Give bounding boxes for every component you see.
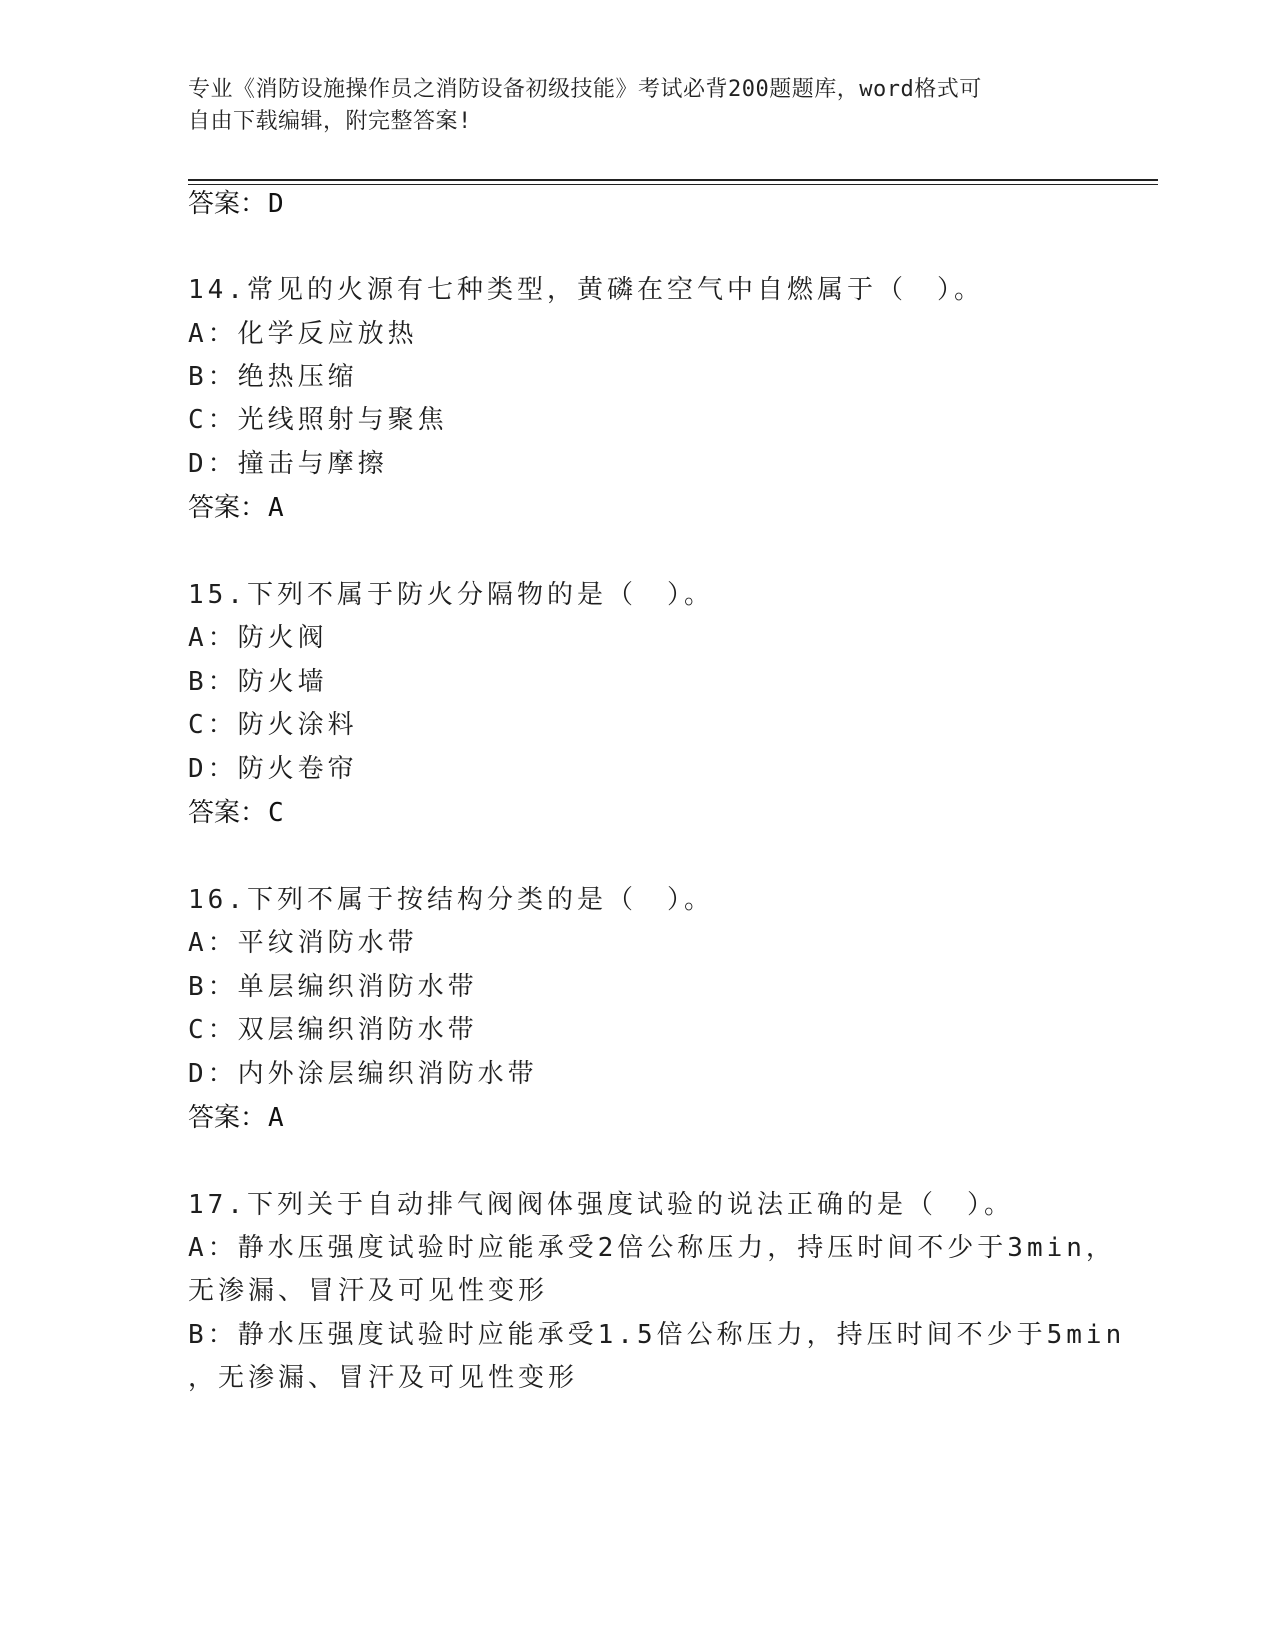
question-16-option-d: D：内外涂层编织消防水带 xyxy=(188,1059,538,1089)
header-divider-thin xyxy=(188,184,1158,185)
question-16-option-c: C：双层编织消防水带 xyxy=(188,1015,478,1045)
question-14-answer xyxy=(188,490,284,526)
question-14-stem: 14.常见的火源有七种类型，黄磷在空气中自燃属于（ ）。 xyxy=(188,275,984,305)
question-15-option-a: A：防火阀 xyxy=(188,623,328,653)
question-17-option-a-line1: A：静水压强度试验时应能承受2倍公称压力，持压时间不少于3min， xyxy=(188,1233,1116,1263)
answer-label: 答案： xyxy=(188,189,267,219)
question-16-answer xyxy=(188,1100,284,1136)
question-15-option-d: D：防火卷帘 xyxy=(188,754,358,784)
question-14-option-a: A：化学反应放热 xyxy=(188,319,418,349)
question-17-option-b-line1: B：静水压强度试验时应能承受1.5倍公称压力，持压时间不少于5min xyxy=(188,1320,1126,1350)
question-17-stem: 17.下列关于自动排气阀阀体强度试验的说法正确的是（ ）。 xyxy=(188,1190,1014,1220)
header-divider xyxy=(188,179,1158,181)
answer-prev xyxy=(188,186,284,222)
question-14-option-d: D：撞击与摩擦 xyxy=(188,449,388,479)
question-15-option-c: C：防火涂料 xyxy=(188,710,358,740)
header-line-1: 专业《消防设施操作员之消防设备初级技能》考试必背200题题库，word格式可 xyxy=(188,77,982,102)
document-header xyxy=(188,74,1088,138)
question-15-stem: 15.下列不属于防火分隔物的是（ ）。 xyxy=(188,580,714,610)
answer-value: A xyxy=(268,493,284,523)
answer-label: 答案： xyxy=(188,493,267,523)
question-15-option-b: B：防火墙 xyxy=(188,667,328,697)
question-16-option-a: A：平纹消防水带 xyxy=(188,928,418,958)
answer-value: D xyxy=(268,189,284,219)
answer-label: 答案： xyxy=(188,1103,267,1133)
question-16-option-b: B：单层编织消防水带 xyxy=(188,972,478,1002)
question-17-option-b-line2: ，无渗漏、冒汗及可见性变形 xyxy=(188,1363,579,1393)
question-14-option-b: B：绝热压缩 xyxy=(188,362,358,392)
answer-label: 答案： xyxy=(188,798,267,828)
answer-value: A xyxy=(268,1103,284,1133)
header-line-2: 自由下载编辑，附完整答案! xyxy=(188,109,472,134)
question-14-option-c: C：光线照射与聚焦 xyxy=(188,405,448,435)
question-15-answer xyxy=(188,795,284,831)
question-17-option-a-line2: 无渗漏、冒汗及可见性变形 xyxy=(188,1276,549,1306)
answer-value: C xyxy=(268,798,284,828)
question-16-stem: 16.下列不属于按结构分类的是（ ）。 xyxy=(188,885,714,915)
